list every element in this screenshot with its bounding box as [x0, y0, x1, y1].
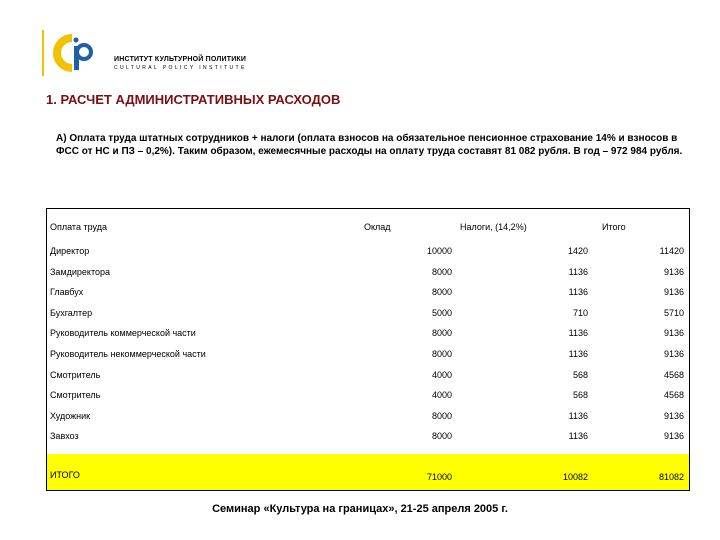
row-total: 9136 — [663, 287, 684, 298]
row-taxes: 710 — [572, 307, 588, 318]
total-label: ИТОГО — [50, 470, 80, 480]
logo-rule — [42, 30, 44, 76]
row-label: Художник — [50, 410, 91, 421]
row-base-pay: 8000 — [431, 349, 452, 359]
row-total: 9136 — [663, 328, 684, 339]
row-total: 5710 — [663, 307, 684, 318]
row-total: 11420 — [659, 246, 684, 256]
header-salary-label: Оплата труда — [50, 222, 107, 232]
row-base-pay: 5000 — [431, 307, 452, 318]
row-base-pay: 10000 — [426, 246, 452, 256]
row-total: 4568 — [663, 390, 684, 401]
row-taxes: 568 — [572, 369, 588, 380]
table-row — [46, 405, 690, 426]
row-base-pay: 4000 — [431, 369, 452, 380]
table-row — [46, 281, 690, 302]
row-taxes: 1420 — [567, 246, 588, 256]
row-total: 9136 — [663, 349, 684, 359]
row-label: Замдиректора — [50, 266, 110, 277]
table-header — [46, 208, 690, 240]
row-label: Директор — [50, 246, 90, 256]
row-label: Руководитель некоммерческой части — [50, 349, 206, 359]
table-row — [46, 425, 690, 446]
total-taxes: 10082 — [562, 472, 588, 482]
logo-title: ИНСТИТУТ КУЛЬТУРНОЙ ПОЛИТИКИ — [114, 56, 247, 63]
salary-table — [46, 208, 690, 491]
row-base-pay: 8000 — [431, 266, 452, 277]
row-label: Бухгалтер — [50, 307, 93, 318]
row-taxes: 1136 — [568, 287, 588, 298]
row-taxes: 1136 — [568, 266, 588, 277]
logo-subtitle: CULTURAL POLICY INSTITUTE — [114, 65, 247, 71]
section-title: 1. РАСЧЕТ АДМИНИСТРАТИВНЫХ РАСХОДОВ — [46, 92, 341, 107]
row-base-pay: 8000 — [431, 410, 452, 421]
row-base-pay: 8000 — [431, 287, 452, 298]
row-base-pay: 4000 — [431, 390, 452, 401]
table-row-total — [46, 454, 690, 491]
table-row — [46, 261, 690, 282]
row-taxes: 568 — [572, 390, 588, 401]
row-taxes: 1136 — [568, 349, 588, 359]
table-row — [46, 384, 690, 405]
row-base-pay: 8000 — [431, 328, 452, 339]
total-sum: 81082 — [658, 472, 684, 482]
row-taxes: 1136 — [568, 431, 588, 442]
row-total: 9136 — [663, 410, 684, 421]
row-base-pay: 8000 — [431, 431, 452, 442]
row-label: Руководитель коммерческой части — [50, 328, 196, 339]
header-base-pay: Оклад — [364, 222, 391, 232]
table-row — [46, 343, 690, 364]
row-label: Завхоз — [50, 431, 79, 442]
total-base-pay: 71000 — [426, 472, 452, 482]
description-paragraph: А) Оплата труда штатных сотрудников + налоги (оплата взносов на обязательное пенсионное страхование 14% и взносов в ФСС от НС и ПЗ – 0,2%). Таким образом, ежемесячные расходы на оплату труда составят 81 082 рубля. В год – 972 984 рубля. — [56, 133, 683, 157]
cpi-logo-mark-icon — [50, 32, 98, 72]
footer-seminar: Семинар «Культура на границах», 21-25 апреля 2005 г. — [212, 503, 508, 515]
header-taxes: Налоги, (14,2%) — [460, 222, 527, 232]
row-label: Смотритель — [50, 390, 101, 401]
header-total: Итого — [602, 222, 626, 232]
row-total: 9136 — [663, 431, 684, 442]
row-total: 9136 — [663, 266, 684, 277]
row-label: Смотритель — [50, 369, 101, 380]
institute-logo — [42, 30, 282, 76]
row-taxes: 1136 — [568, 328, 588, 339]
table-row — [46, 322, 690, 343]
table-row — [46, 240, 690, 261]
table-row — [46, 364, 690, 385]
table-row — [46, 302, 690, 323]
row-taxes: 1136 — [568, 410, 588, 421]
row-total: 4568 — [663, 369, 684, 380]
row-label: Главбух — [50, 287, 84, 298]
